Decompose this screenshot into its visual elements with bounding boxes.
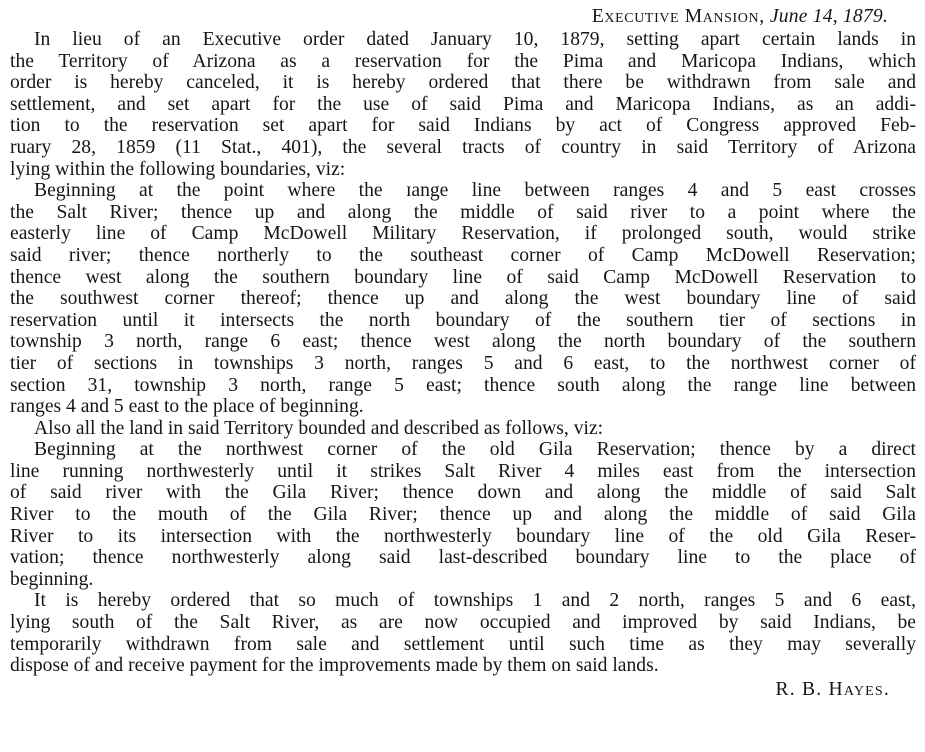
text-line: tion to the reservation set apart for said Indians by act of Congress approved Feb- xyxy=(10,115,916,137)
dateline xyxy=(10,6,916,29)
text-line: township 3 north, range 6 east; thence west along the north boundary of the southern xyxy=(10,331,916,353)
paragraph xyxy=(10,439,916,590)
text-line: thence west along the southern boundary line of said Camp McDowell Reservation to xyxy=(10,266,916,288)
text-line: Beginning at the point where the ɪange line between ranges 4 and 5 east crosses xyxy=(34,180,916,202)
text-line: Also all the land in said Territory bounded and described as follows, viz: xyxy=(34,417,604,439)
text-line: Beginning at the northwest corner of the old Gila Reservation; thence by a direct xyxy=(34,439,916,461)
paragraph xyxy=(10,180,916,418)
text-line: vation; thence northwesterly along said last-described boundary line to the place of xyxy=(10,547,916,569)
dateline-date: June 14, 1879. xyxy=(769,6,888,27)
text-line: lying south of the Salt River, as are now occupied and improved by said Indians, be xyxy=(10,612,916,634)
paragraph xyxy=(10,29,916,180)
text-line: section 31, township 3 north, range 5 east; thence south along the range line between xyxy=(10,374,916,396)
text-line: tier of sections in townships 3 north, ranges 5 and 6 east, to the northwest corner of xyxy=(10,352,916,374)
text-line: the Territory of Arizona as a reservation for the Pima and Maricopa Indians, which xyxy=(10,50,916,72)
paragraph xyxy=(10,590,916,676)
text-line: It is hereby ordered that so much of townships 1 and 2 north, ranges 5 and 6 east, xyxy=(34,590,916,612)
dateline-place: Executive Mansion, xyxy=(591,6,765,27)
text-line: River to its intersection with the northwesterly boundary line of the old Gila Reser- xyxy=(10,525,916,547)
paragraph xyxy=(10,418,916,440)
text-line: line running northwesterly until it strikes Salt River 4 miles east from the intersection xyxy=(10,460,916,482)
signature: R. B. Hayes. xyxy=(775,678,890,700)
text-line: lying within the following boundaries, viz: xyxy=(10,158,346,180)
text-line: dispose of and receive payment for the improvements made by them on said lands. xyxy=(10,655,659,677)
text-line: the Salt River; thence up and along the middle of said river to a point where the xyxy=(10,201,916,223)
text-line: River to the mouth of the Gila River; thence up and along the middle of said Gila xyxy=(10,504,916,526)
text-line: temporarily withdrawn from sale and settlement until such time as they may severally xyxy=(10,633,916,655)
order-body xyxy=(10,29,916,677)
text-line: In lieu of an Executive order dated January 10, 1879, setting apart certain lands in xyxy=(34,29,916,50)
text-line: said river; thence northerly to the southeast corner of Camp McDowell Reservation; xyxy=(10,244,916,266)
text-line: the southwest corner thereof; thence up and along the west boundary line of said xyxy=(10,288,916,310)
text-line: reservation until it intersects the north boundary of the southern tier of sections in xyxy=(10,309,916,331)
document-page xyxy=(10,6,916,700)
text-line: easterly line of Camp McDowell Military Reservation, if prolonged south, would strike xyxy=(10,223,916,245)
text-line: ruary 28, 1859 (11 Stat., 401), the several tracts of country in said Territory of Arizona xyxy=(10,136,916,158)
text-line: of said river with the Gila River; thence down and along the middle of said Salt xyxy=(10,482,916,504)
text-line: ranges 4 and 5 east to the place of beginning. xyxy=(10,396,364,418)
text-line: settlement, and set apart for the use of said Pima and Maricopa Indians, as an addi- xyxy=(10,93,916,115)
text-line: beginning. xyxy=(10,568,94,590)
text-line: order is hereby canceled, it is hereby ordered that there be withdrawn from sale and xyxy=(10,72,916,94)
